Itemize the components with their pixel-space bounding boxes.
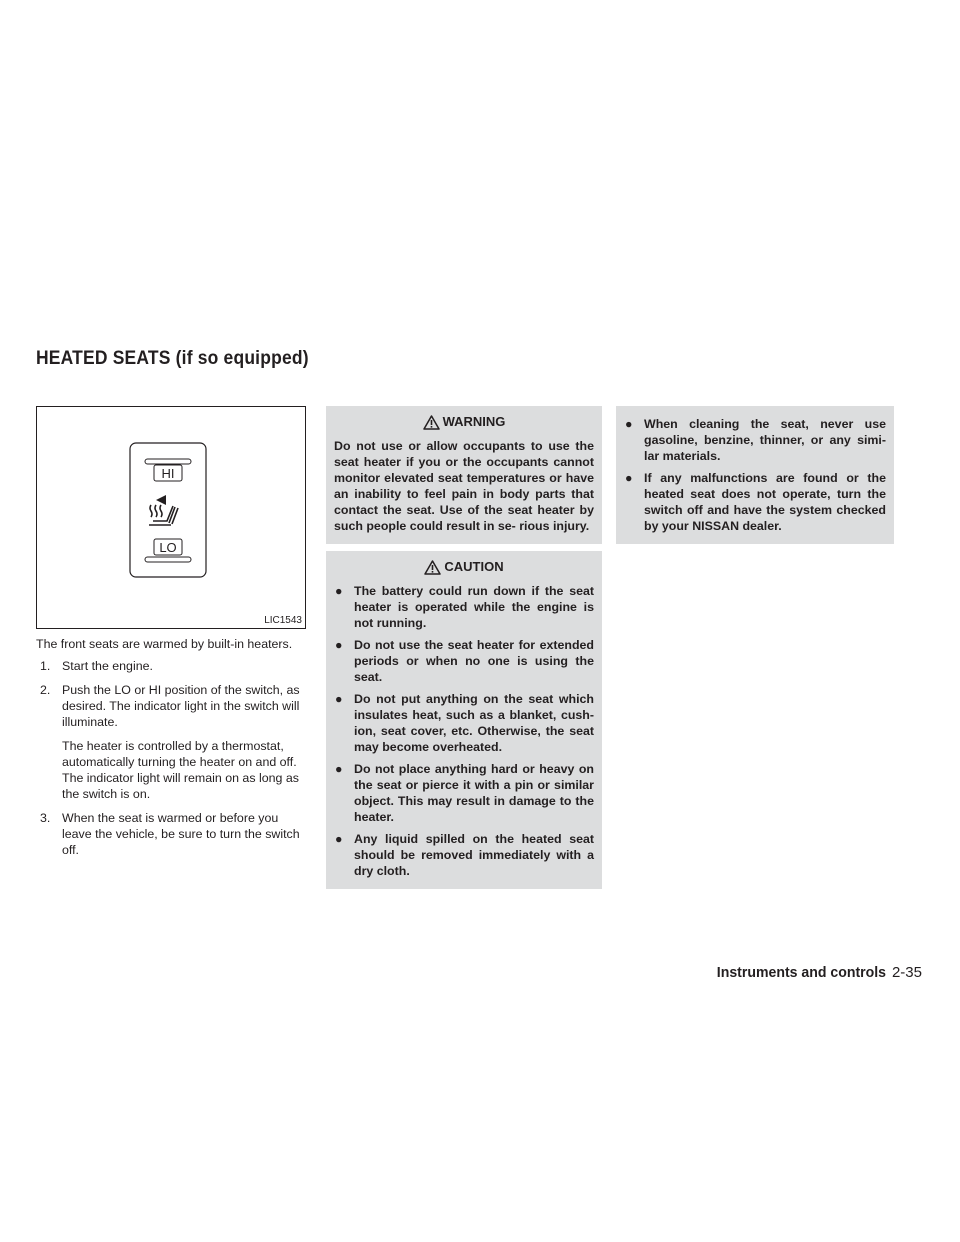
- step-number: 1.: [40, 659, 51, 673]
- warning-triangle-icon: [423, 415, 440, 430]
- bullet-icon: ●: [335, 638, 343, 652]
- seat-heater-switch-illustration: [37, 407, 305, 628]
- caution-item: ● Do not put anything on the seat which insulates heat, such as a blanket, cush- ion, seat cover, etc. Otherwise, the seat may become overheated.: [335, 692, 594, 754]
- lo-indicator-light: [145, 557, 191, 562]
- page-footer: [706, 964, 922, 981]
- bullet-icon: ●: [625, 471, 633, 485]
- footer-section-title: Instruments and controls: [716, 964, 886, 981]
- step-text: When the seat is warmed or before you leave the vehicle, be sure to turn the switch off.: [62, 811, 300, 857]
- warning-text: Do not use or allow occupants to use the seat heater if you or the occupants cannot monitor elevated seat temperatures or have an inability to feel pain in body parts that contact the seat. Use of the seat heater by such people could result in se- rious injury.: [334, 439, 594, 533]
- caution-continued-box: [616, 406, 894, 544]
- step-item: [36, 682, 308, 802]
- caution-item: ● Do not use the seat heater for extended periods or when no one is using the seat.: [335, 638, 594, 684]
- caution-item: ● Any liquid spilled on the heated seat should be removed immediately with a dry cloth.: [335, 832, 594, 878]
- step-note: The heater is controlled by a thermostat, automatically turning the heater on and off. The indicator light will remain on as long as the switch is on.: [62, 739, 299, 801]
- hi-label: HI: [161, 466, 175, 481]
- instructions-column: [36, 636, 308, 866]
- figure-code: LIC1543: [264, 615, 302, 626]
- caution-item: ● If any malfunctions are found or the heated seat does not operate, turn the switch off and have the system checked by your NISSAN dealer.: [625, 471, 886, 533]
- hi-indicator-light: [145, 459, 191, 464]
- warning-header: [334, 414, 594, 430]
- steps-list: [36, 658, 308, 858]
- step-text: Push the LO or HI position of the switch, as desired. The indicator light in the switch will illuminate.: [62, 683, 300, 729]
- step-number: 3.: [40, 811, 51, 825]
- step-text: Start the engine.: [62, 659, 153, 673]
- bullet-icon: ●: [335, 832, 343, 846]
- bullet-icon: ●: [335, 584, 343, 598]
- caution-item: ● Do not place anything hard or heavy on the seat or pierce it with a pin or similar object. This may result in damage to the heater.: [335, 762, 594, 824]
- caution-list-continued: [624, 416, 886, 534]
- bullet-icon: ●: [335, 762, 343, 776]
- warning-heading: WARNING: [442, 414, 506, 429]
- section-title: HEATED SEATS (if so equipped): [36, 348, 309, 369]
- warning-box: [326, 406, 602, 544]
- bullet-icon: ●: [625, 417, 633, 431]
- step-item: [36, 658, 308, 674]
- caution-header: [334, 559, 594, 575]
- lo-label: LO: [159, 540, 177, 555]
- bullet-icon: ●: [335, 692, 343, 706]
- page-number: 2-35: [891, 964, 922, 981]
- step-item: [36, 810, 308, 858]
- caution-item: ● When cleaning the seat, never use gasoline, benzine, thinner, or any simi- lar materials.: [625, 417, 886, 463]
- caution-list: [334, 583, 594, 879]
- step-number: 2.: [40, 683, 51, 697]
- intro-text: The front seats are warmed by built-in heaters.: [36, 637, 293, 651]
- seat-heater-switch-figure: [36, 406, 306, 629]
- caution-item: ● The battery could run down if the seat heater is operated while the engine is not running.: [335, 584, 594, 630]
- caution-heading: CAUTION: [444, 559, 504, 574]
- caution-box: [326, 551, 602, 889]
- caution-triangle-icon: [424, 560, 441, 575]
